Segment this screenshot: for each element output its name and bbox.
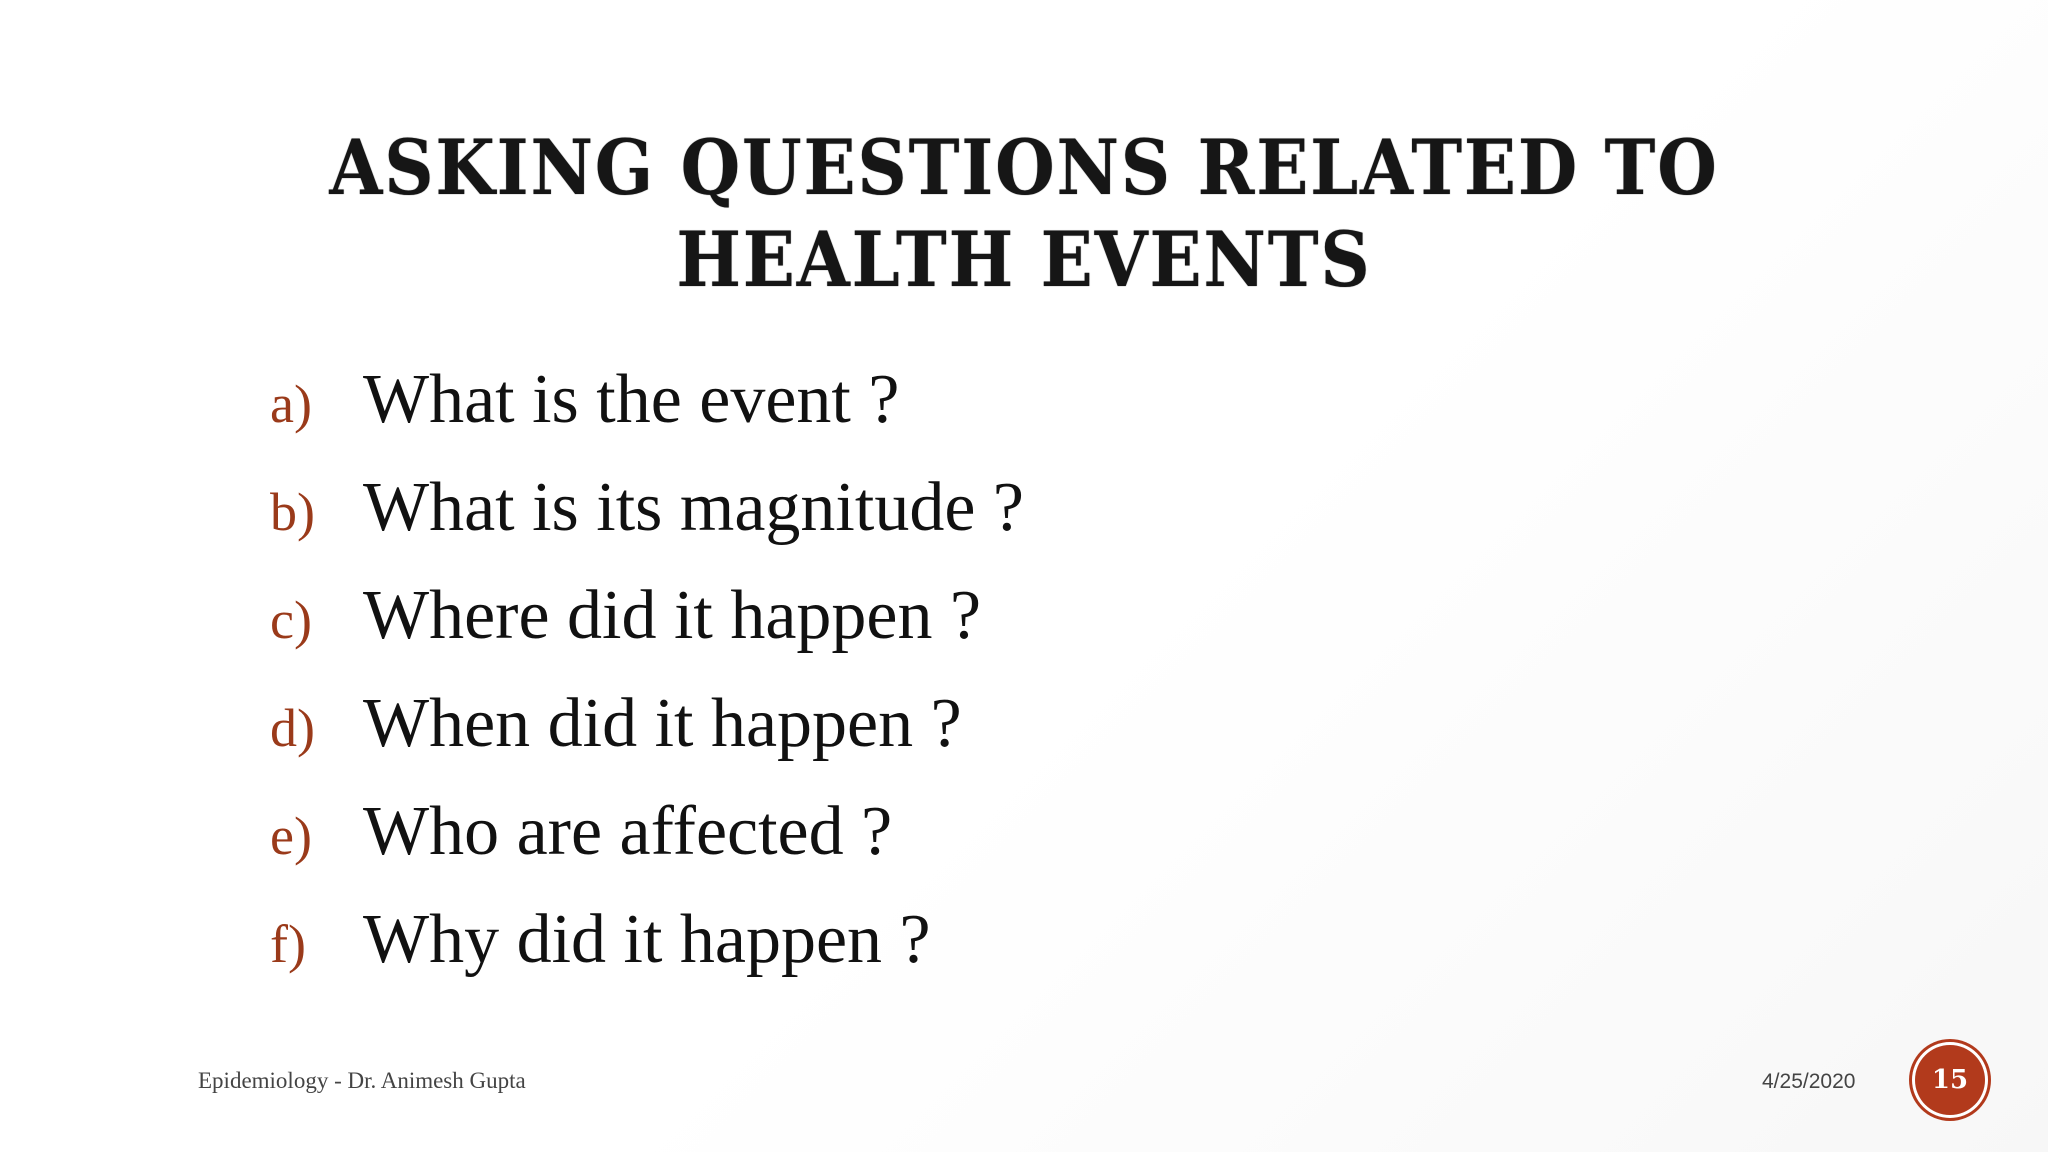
list-item xyxy=(270,684,1024,792)
list-item xyxy=(270,792,1024,900)
slide-title: ASKING QUESTIONS RELATED TO HEALTH EVENTS xyxy=(329,123,1719,304)
list-marker: d) xyxy=(270,698,315,758)
list-item xyxy=(270,576,1024,684)
list-marker: e) xyxy=(270,806,312,866)
question-list xyxy=(270,360,1024,1008)
list-item-text: Who are affected ? xyxy=(363,793,893,870)
list-item-text: What is the event ? xyxy=(363,361,900,438)
list-marker: c) xyxy=(270,590,312,650)
list-marker: f) xyxy=(270,914,306,974)
page-number-badge xyxy=(1915,1045,1985,1115)
list-item-text: When did it happen ? xyxy=(363,685,962,762)
list-item-text: Why did it happen ? xyxy=(363,901,931,978)
footer-text: Epidemiology - Dr. Animesh Gupta xyxy=(198,1068,526,1093)
list-marker: a) xyxy=(270,374,312,434)
list-item xyxy=(270,900,1024,1008)
page-number: 15 xyxy=(1931,1065,1969,1095)
list-item-text: What is its magnitude ? xyxy=(363,469,1024,546)
list-item xyxy=(270,468,1024,576)
list-item xyxy=(270,360,1024,468)
list-marker: b) xyxy=(270,482,315,542)
slide-date: 4/25/2020 xyxy=(1762,1070,1856,1093)
list-item-text: Where did it happen ? xyxy=(363,577,982,654)
